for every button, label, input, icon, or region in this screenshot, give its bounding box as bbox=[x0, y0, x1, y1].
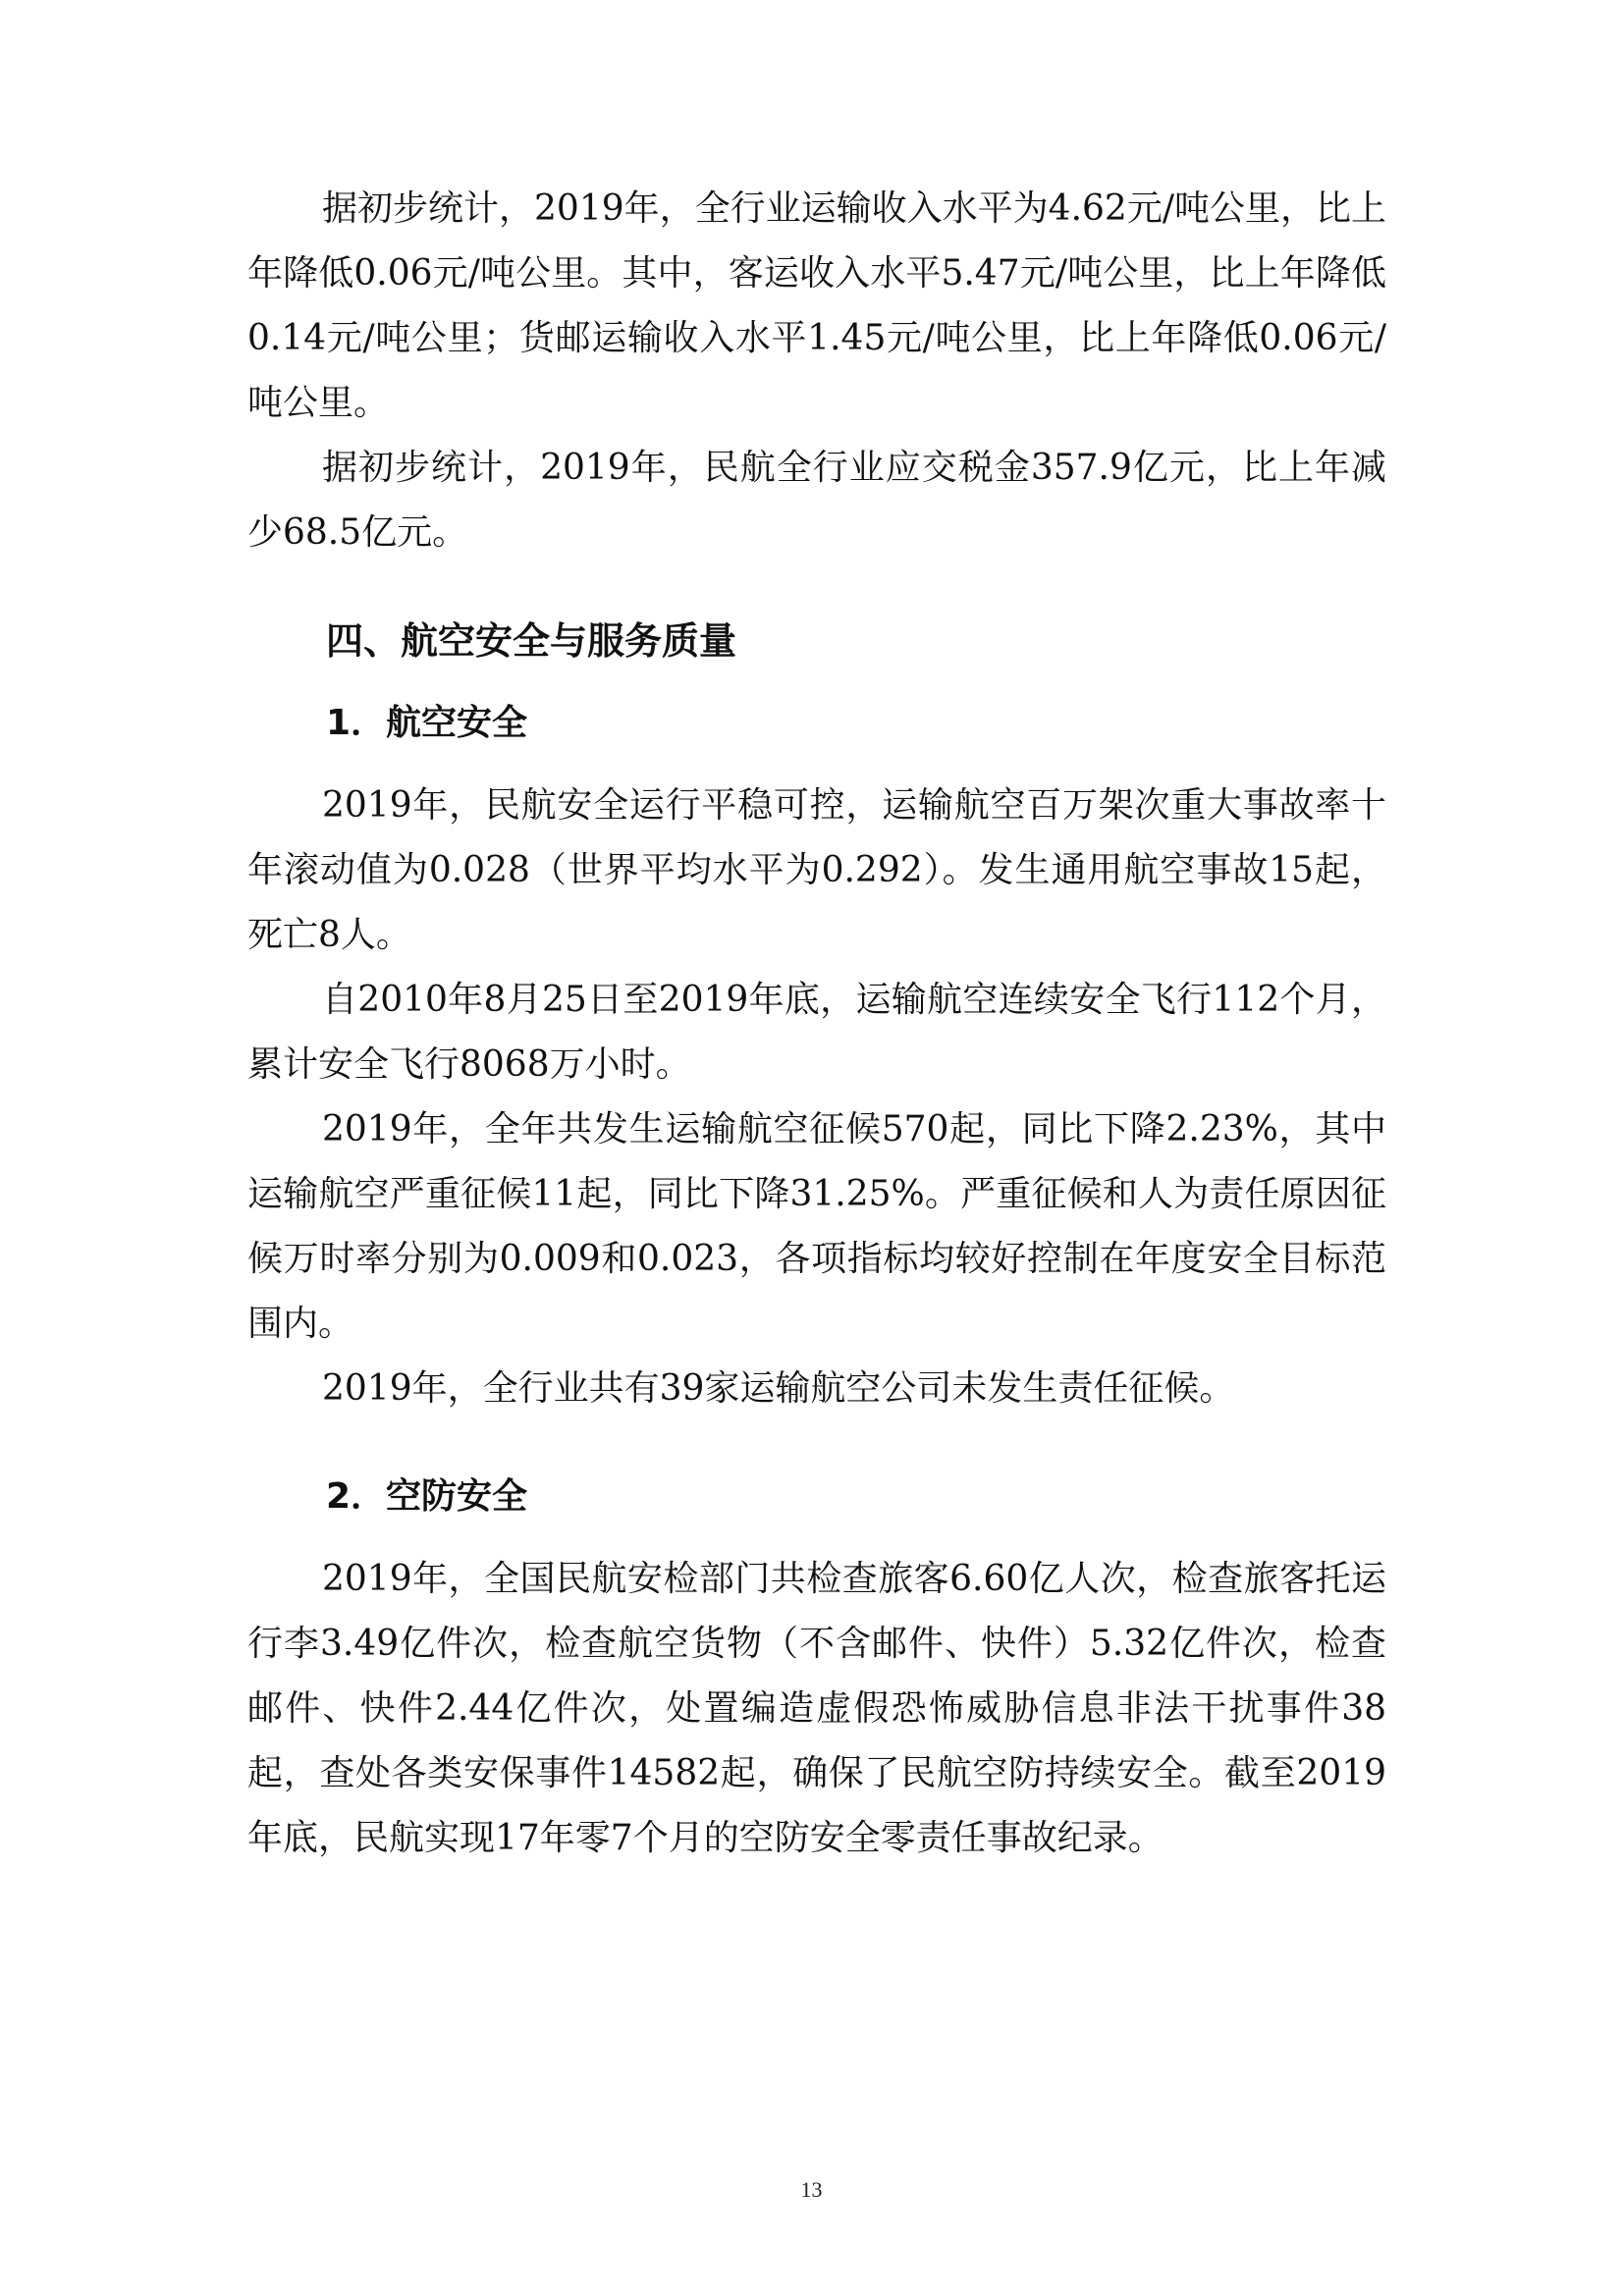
section-heading: 四、航空安全与服务质量 bbox=[326, 619, 737, 663]
paragraph-accident-rate: 2019年，民航安全运行平稳可控，运输航空百万架次重大事故率十年滚动值为0.028（世界平均水平为0.292）。发生通用航空事故15起，死亡8人。 bbox=[247, 785, 1386, 955]
paragraph-safe-flight-months: 自2010年8月25日至2019年底，运输航空连续安全飞行112个月，累计安全飞行8068万小时。 bbox=[247, 980, 1386, 1085]
document-page bbox=[247, 177, 1386, 1871]
subsection-heading-aviation-safety: 1．航空安全 bbox=[326, 703, 528, 743]
subsection-heading-security: 2．空防安全 bbox=[326, 1476, 528, 1517]
paragraph-incidents: 2019年，全年共发生运输航空征候570起，同比下降2.23%，其中运输航空严重征候11起，同比下降31.25%。严重征候和人为责任原因征候万时率分别为0.009和0.023，各项指标均较好控制在年度安全目标范围内。 bbox=[247, 1109, 1386, 1344]
page-number: 13 bbox=[800, 2177, 823, 2202]
paragraph-transport-revenue: 据初步统计，2019年，全行业运输收入水平为4.62元/吨公里，比上年降低0.06元/吨公里。其中，客运收入水平5.47元/吨公里，比上年降低0.14元/吨公里；货邮运输收入水平1.45元/吨公里，比上年降低0.06元/吨公里。 bbox=[247, 188, 1386, 423]
paragraph-tax: 据初步统计，2019年，民航全行业应交税金357.9亿元，比上年减少68.5亿元。 bbox=[247, 448, 1386, 553]
paragraph-security-checks: 2019年，全国民航安检部门共检查旅客6.60亿人次，检查旅客托运行李3.49亿件次，检查航空货物（不含邮件、快件）5.32亿件次，检查邮件、快件2.44亿件次，处置编造虚假恐怖威胁信息非法干扰事件38起，查处各类安保事件14582起，确保了民航空防持续安全。截至2019年底，民航实现17年零7个月的空防安全零责任事故纪录。 bbox=[247, 1559, 1386, 1858]
paragraph-airlines-no-incident: 2019年，全行业共有39家运输航空公司未发生责任征候。 bbox=[322, 1368, 1235, 1409]
